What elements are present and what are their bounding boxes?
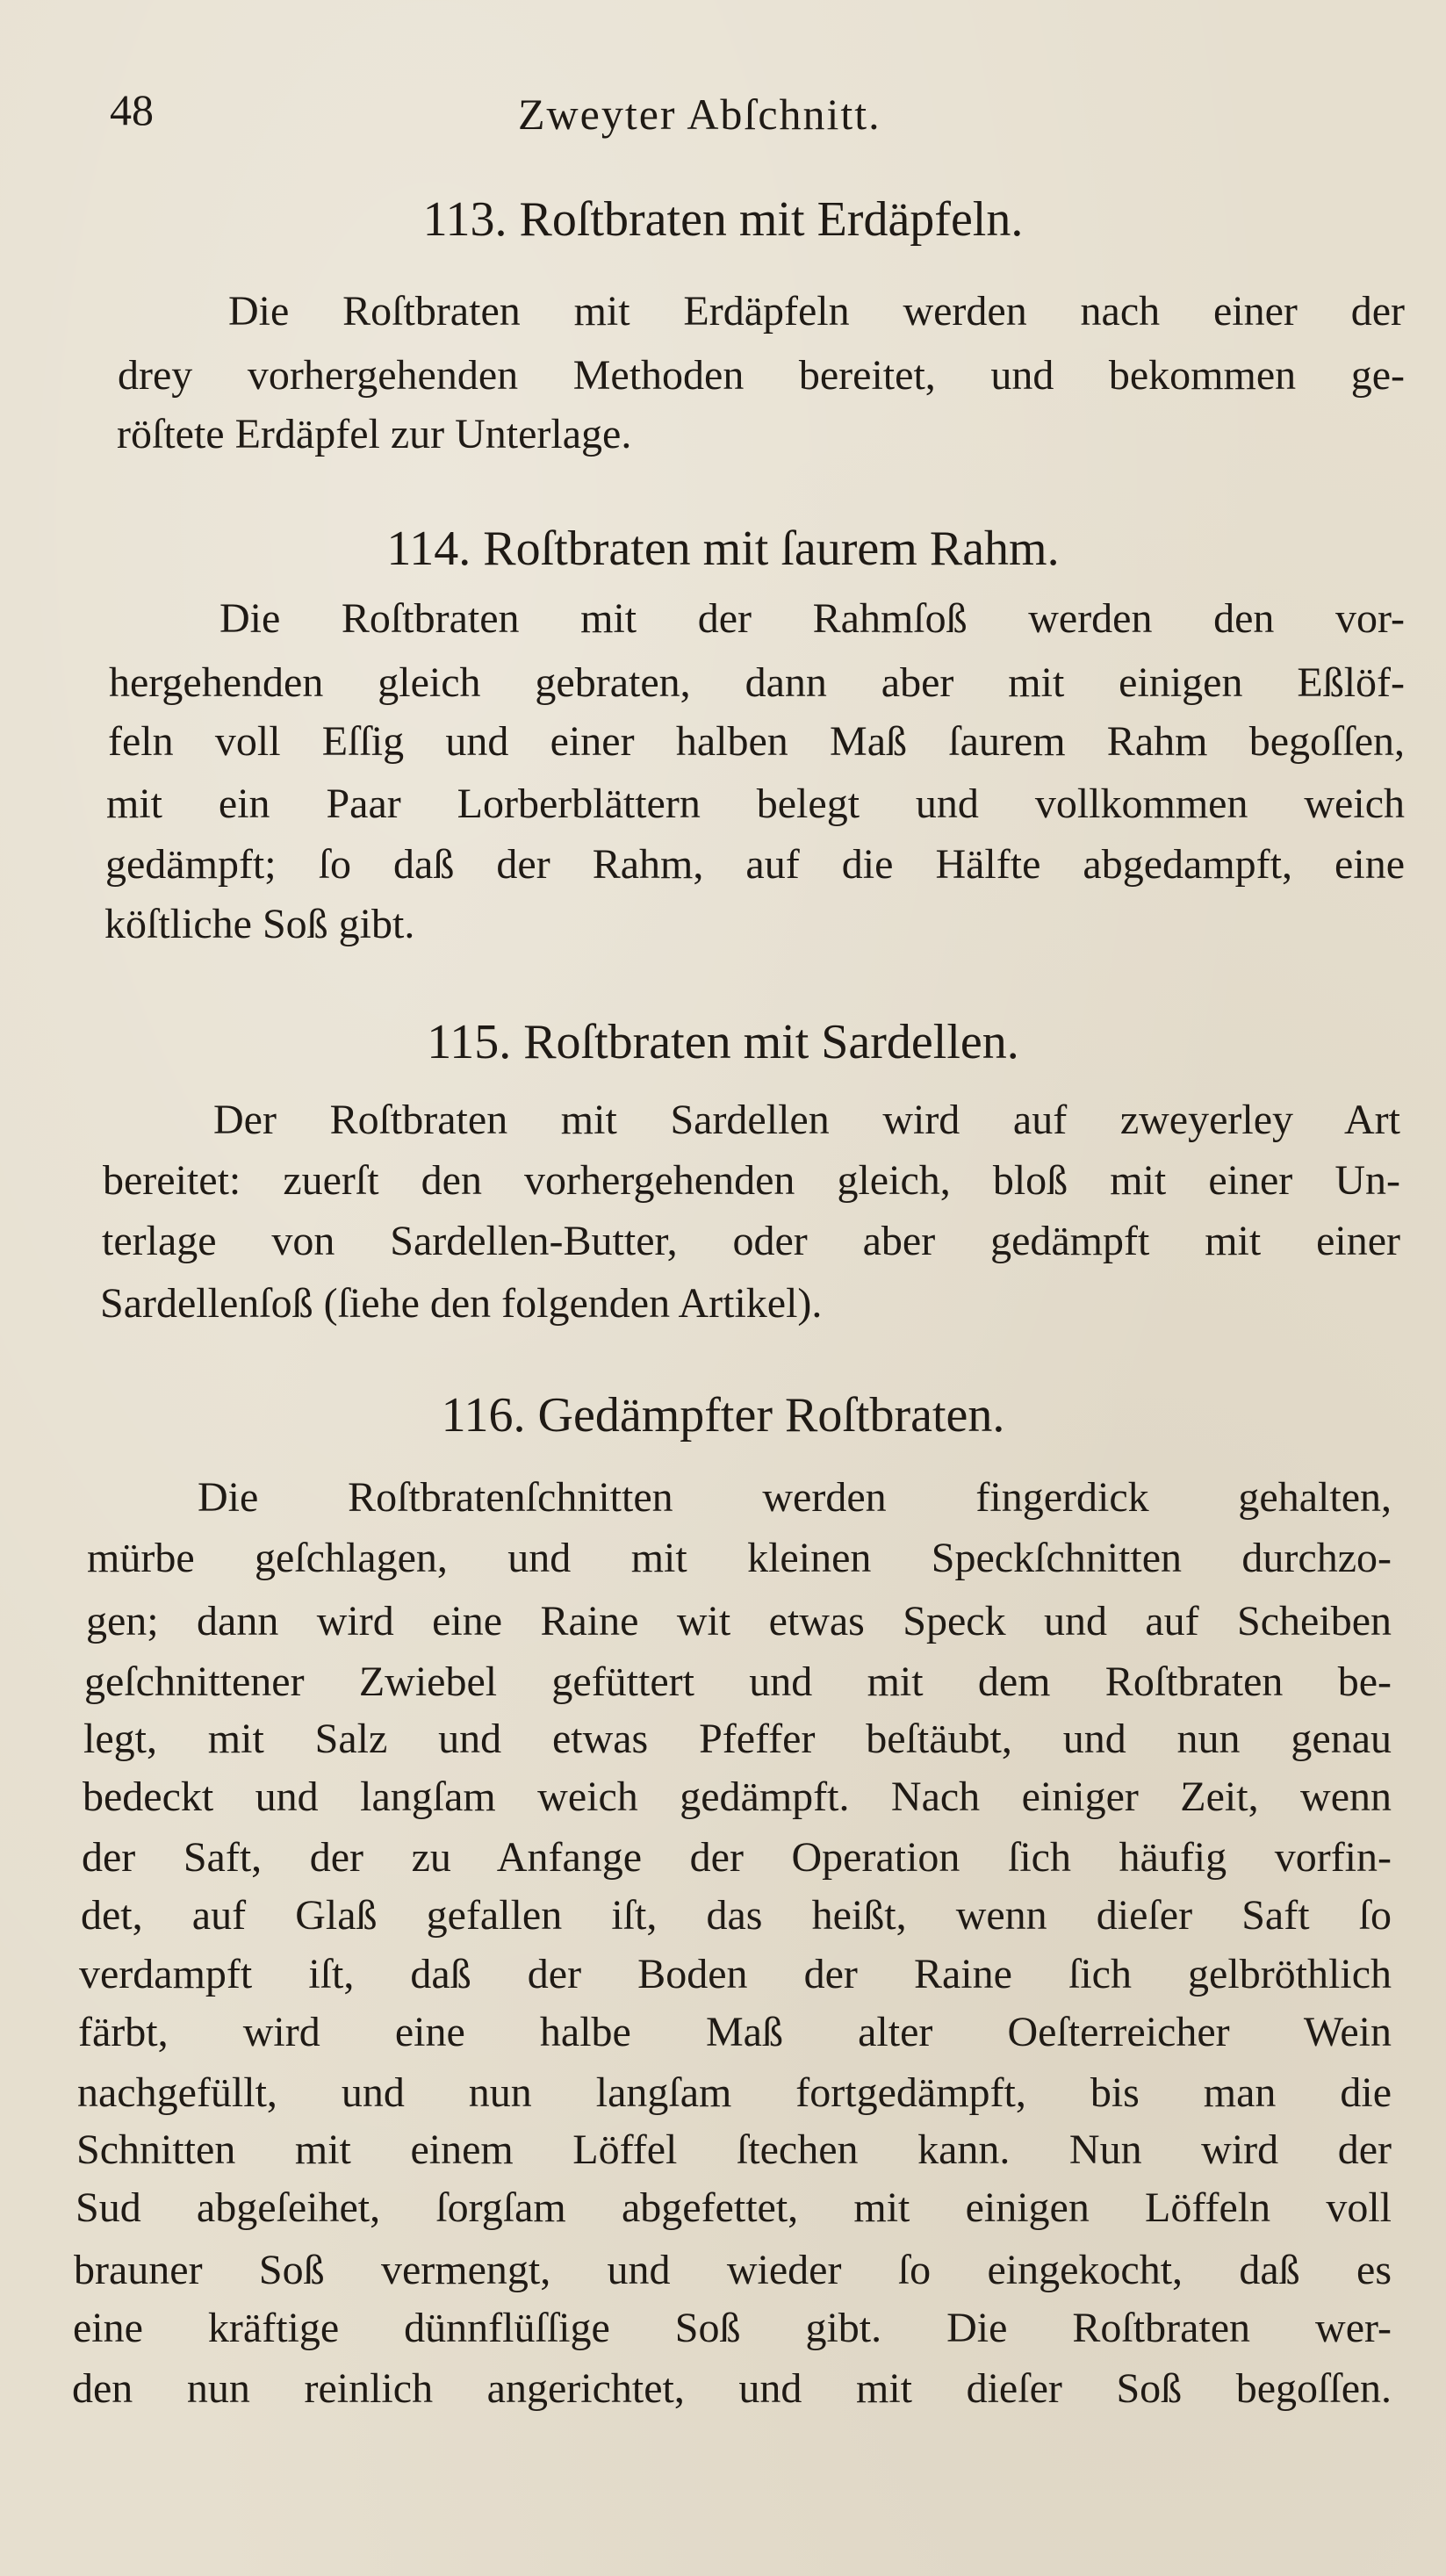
text-line: bedeckt und langſam weich gedämpft. Nach einiger Zeit, wenn — [83, 1774, 1392, 1820]
text-line: eine kräftige dünnflüſſige Soß gibt. Die Roſtbraten wer- — [73, 2305, 1392, 2351]
text-line: det, auf Glaß gefallen iſt, das heißt, wenn dieſer Saft ſo — [81, 1892, 1392, 1939]
text-line: Die Roſtbratenſchnitten werden fingerdick gehalten, — [198, 1474, 1392, 1521]
text-line: Sardellenſoß (ſiehe den folgenden Artikel). — [100, 1280, 823, 1327]
text-line: färbt, wird eine halbe Maß alter Oeſterreicher Wein — [78, 2009, 1392, 2055]
text-line: gen; dann wird eine Raine wit etwas Speck und auf Scheiben — [86, 1598, 1392, 1644]
text-line: geſchnittener Zwiebel gefüttert und mit dem Roſtbraten be- — [84, 1659, 1392, 1705]
section-title: 116. Gedämpfter Roſtbraten. — [441, 1388, 1005, 1443]
page-number: 48 — [110, 85, 154, 134]
text-line: hergehenden gleich gebraten, dann aber mit einigen Eßlöf- — [109, 659, 1405, 706]
section-title: 115. Roſtbraten mit Sardellen. — [427, 1015, 1019, 1069]
text-line: feln voll Eſſig und einer halben Maß ſaurem Rahm begoſſen, — [108, 718, 1405, 765]
text-line: Sud abgeſeihet, ſorgſam abgefettet, mit einigen Löffeln voll — [76, 2184, 1392, 2231]
text-line: brauner Soß vermengt, und wieder ſo eingekocht, daß es — [74, 2247, 1392, 2293]
text-line: Die Roſtbraten mit der Rahmſoß werden den vor- — [219, 595, 1405, 642]
text-line: nachgefüllt, und nun langſam fortgedämpft, bis man die — [77, 2069, 1392, 2116]
text-line: Der Roſtbraten mit Sardellen wird auf zweyerley Art — [213, 1097, 1400, 1143]
text-line: den nun reinlich angerichtet, und mit dieſer Soß begoſſen. — [72, 2365, 1392, 2412]
text-line: mit ein Paar Lorberblättern belegt und vollkommen weich — [106, 781, 1405, 827]
text-line: der Saft, der zu Anfange der Operation ſich häufig vorfin- — [82, 1834, 1392, 1881]
section-title: 113. Roſtbraten mit Erdäpfeln. — [422, 192, 1024, 247]
text-line: bereitet: zuerſt den vorhergehenden gleich, bloß mit einer Un- — [103, 1157, 1400, 1204]
text-line: Die Roſtbraten mit Erdäpfeln werden nach einer der — [228, 288, 1405, 335]
text-line: drey vorhergehenden Methoden bereitet, und bekommen ge- — [118, 352, 1405, 399]
text-line: mürbe geſchlagen, und mit kleinen Speckſchnitten durchzo- — [87, 1535, 1392, 1581]
section-title: 114. Roſtbraten mit ſaurem Rahm. — [386, 522, 1060, 576]
text-line: verdampft iſt, daß der Boden der Raine ſich gelbröthlich — [79, 1951, 1392, 1997]
text-line: legt, mit Salz und etwas Pfeffer beſtäubt, und nun genau — [83, 1716, 1392, 1762]
text-line: gedämpft; ſo daß der Rahm, auf die Hälfte abgedampft, eine — [105, 841, 1405, 888]
text-line: terlage von Sardellen-Butter, oder aber gedämpft mit einer — [102, 1218, 1400, 1264]
running-title: Zweyter Abſchnitt. — [518, 90, 881, 139]
text-line: köſtliche Soß gibt. — [104, 901, 415, 947]
text-line: Schnitten mit einem Löffel ſtechen kann. Nun wird der — [76, 2126, 1392, 2173]
text-line: röſtete Erdäpfel zur Unterlage. — [117, 411, 632, 457]
